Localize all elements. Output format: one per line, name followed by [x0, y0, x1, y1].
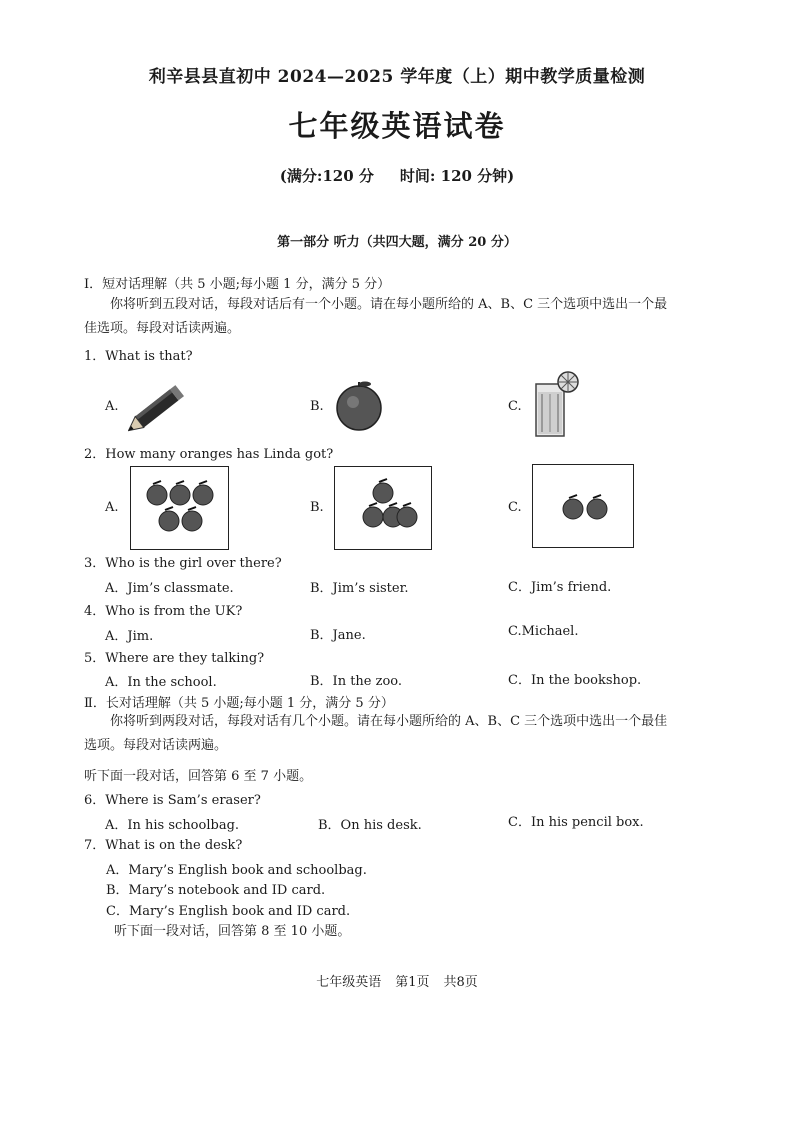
orange-icon — [373, 479, 393, 503]
question-3: 3．Who is the girl over there? — [84, 556, 282, 571]
question-7: 7．What is on the desk? — [84, 838, 243, 853]
orange-icon — [334, 378, 384, 432]
dialog-2-note: 听下面一段对话，回答第 8 至 10 小题。 — [114, 924, 351, 939]
q7-option-a: A．Mary’s English book and schoolbag. — [106, 863, 367, 878]
orange-icon — [182, 507, 202, 531]
q1-option-b-label: B. — [310, 399, 324, 414]
footer-page: 第1页 — [395, 975, 430, 990]
q2-option-b-label: B. — [310, 500, 324, 515]
q3-option-b: B．Jim’s sister. — [310, 581, 409, 596]
footer-total: 共8页 — [443, 975, 478, 990]
orange-icon — [363, 503, 383, 527]
section-2-instruction-line2: 选项。每段对话读两遍。 — [84, 738, 228, 753]
q6-option-a: A．In his schoolbag. — [105, 818, 240, 833]
q4-option-c: C.Michael. — [508, 624, 579, 639]
q3-option-a: A．Jim’s classmate. — [105, 581, 234, 596]
q2-option-c-label: C. — [508, 500, 522, 515]
orange-icon — [397, 503, 417, 527]
q4-option-a: A．Jim. — [105, 629, 154, 644]
q2-option-a-label: A. — [105, 500, 119, 515]
full-score: (满分:120 分 — [279, 167, 374, 185]
exam-title: 七年级英语试卷 — [288, 109, 506, 143]
question-1: 1．What is that? — [84, 349, 193, 364]
section-1-heading: Ⅰ．短对话理解（共 5 小题;每小题 1 分，满分 5 分） — [84, 277, 391, 292]
orange-icon — [147, 481, 167, 505]
section-1-instruction-line1: 你将听到五段对话，每段对话后有一个小题。请在每小题所给的 A、B、C 三个选项中选出一个最 — [110, 297, 668, 312]
q3-option-c: C．Jim’s friend. — [508, 580, 612, 595]
juice-glass-icon — [528, 370, 580, 440]
question-4: 4．Who is from the UK? — [84, 604, 243, 619]
part-one-heading: 第一部分 听力（共四大题，满分 20 分） — [277, 235, 517, 250]
orange-icon — [159, 507, 179, 531]
orange-icon — [563, 495, 583, 519]
q2-option-c-image — [532, 464, 634, 548]
q5-option-a: A．In the school. — [105, 675, 217, 690]
section-2-instruction — [84, 710, 724, 758]
question-2: 2．How many oranges has Linda got? — [84, 447, 334, 462]
dialog-1-note: 听下面一段对话，回答第 6 至 7 小题。 — [84, 769, 313, 784]
q7-option-c: C．Mary’s English book and ID card. — [106, 904, 351, 919]
section-2-heading: Ⅱ．长对话理解（共 5 小题;每小题 1 分，满分 5 分） — [84, 696, 394, 711]
q6-option-c: C．In his pencil box. — [508, 815, 644, 830]
exam-meta — [0, 165, 794, 186]
section-2-instruction-line1: 你将听到两段对话，每段对话有几个小题。请在每小题所给的 A、B、C 三个选项中选出一个最佳 — [110, 714, 668, 729]
q2-option-b-image — [334, 466, 432, 550]
question-5: 5．Where are they talking? — [84, 651, 265, 666]
q2-option-a-image — [130, 466, 229, 550]
q4-option-b: B．Jane. — [310, 628, 366, 643]
orange-icon — [170, 481, 190, 505]
school-line: 利辛县县直初中 2024—2025 学年度（上）期中教学质量检测 — [148, 67, 646, 87]
q7-option-b: B．Mary’s notebook and ID card. — [106, 883, 326, 898]
pencil-icon — [128, 378, 192, 434]
q5-option-c: C．In the bookshop. — [508, 673, 642, 688]
section-1-instruction — [84, 293, 724, 341]
q1-option-a-label: A. — [105, 399, 119, 414]
page-footer — [0, 971, 794, 990]
q5-option-b: B．In the zoo. — [310, 674, 403, 689]
orange-icon — [587, 495, 607, 519]
section-1-instruction-line2: 佳选项。每段对话读两遍。 — [84, 321, 241, 336]
q1-option-c-label: C. — [508, 399, 522, 414]
footer-subject: 七年级英语 — [316, 975, 382, 990]
q6-option-b: B．On his desk. — [318, 818, 422, 833]
orange-icon — [193, 481, 213, 505]
question-6: 6．Where is Sam’s eraser? — [84, 793, 261, 808]
exam-time: 时间: 120 分钟) — [399, 167, 515, 185]
